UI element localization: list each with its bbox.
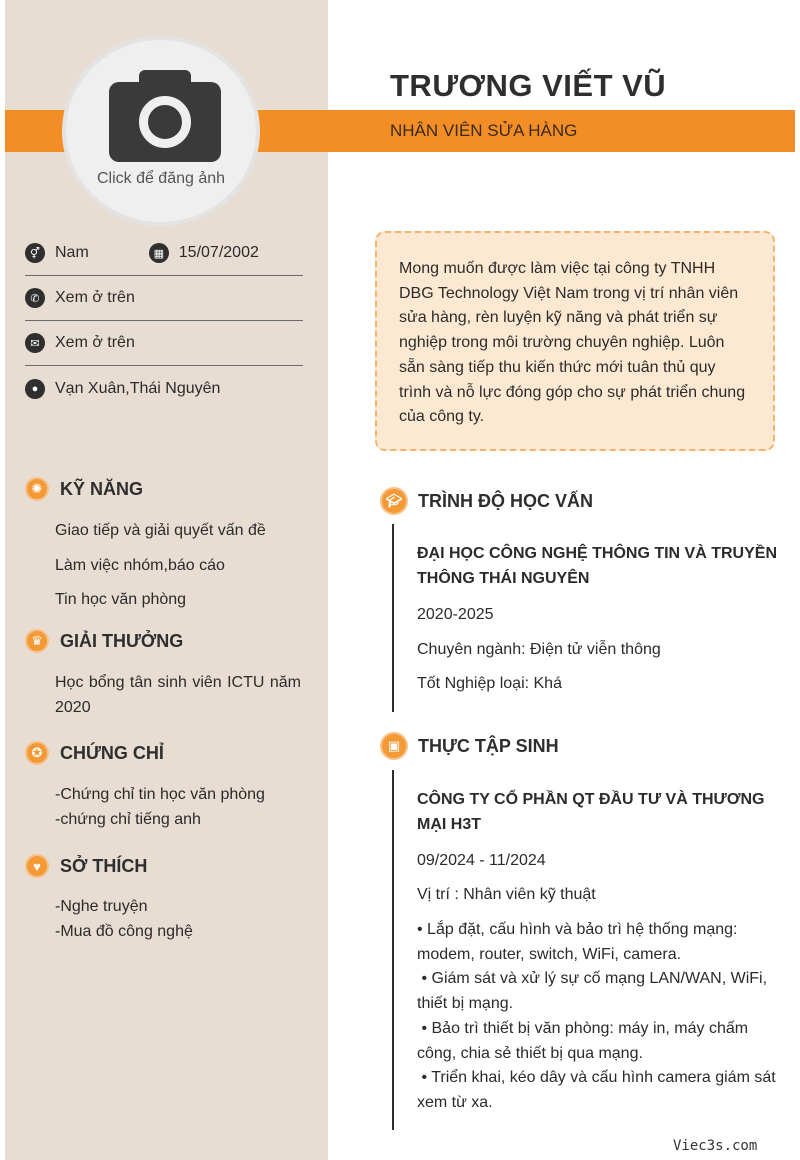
graduation-cap-icon: 🎓︎ — [380, 487, 408, 515]
job-title: NHÂN VIÊN SỬA HÀNG — [390, 121, 578, 140]
mail-icon: ✉ — [25, 333, 45, 353]
location-pin-icon: ● — [25, 379, 45, 399]
watermark: Viec3s.com — [673, 1138, 758, 1154]
address-value: Vạn Xuân,Thái Nguyên — [55, 379, 221, 397]
education-timeline — [392, 524, 394, 712]
gender-icon: ⚥ — [25, 243, 45, 263]
certificates-heading — [25, 741, 164, 765]
email-value: Xem ở trên — [55, 334, 135, 351]
skill-item: Tin học văn phòng — [55, 591, 187, 608]
awards-heading — [25, 629, 183, 653]
phone-icon: ✆ — [25, 288, 45, 308]
info-row-email — [25, 321, 303, 366]
internship-duty: • Triển khai, kéo dây và cấu hình camera giám sát xem từ xa. — [417, 1069, 781, 1111]
education-heading — [380, 487, 593, 515]
internship-title: THỰC TẬP SINH — [418, 735, 559, 756]
info-row-address — [25, 366, 303, 411]
avatar-upload[interactable] — [62, 36, 260, 226]
education-period: 2020-2025 — [417, 606, 494, 623]
hobbies-title: SỞ THÍCH — [60, 855, 148, 876]
info-row-gender-birthdate — [25, 231, 303, 276]
gender-value: Nam — [55, 244, 89, 261]
info-row-phone — [25, 276, 303, 321]
internship-duty: • Bảo trì thiết bị văn phòng: máy in, máy chấm công, chia sẻ thiết bị qua mạng. — [417, 1020, 753, 1062]
candidate-name: TRƯƠNG VIẾT VŨ — [390, 68, 667, 103]
company-name: CÔNG TY CỔ PHẦN QT ĐẦU TƯ VÀ THƯƠNG MẠI H3T — [417, 791, 765, 833]
internship-timeline — [392, 770, 394, 1130]
school-name: ĐẠI HỌC CÔNG NGHỆ THÔNG TIN VÀ TRUYỀN THÔNG THÁI NGUYÊN — [417, 545, 778, 587]
internship-period: 09/2024 - 11/2024 — [417, 852, 546, 869]
education-grade: Tốt Nghiệp loại: Khá — [417, 675, 562, 692]
heart-icon: ♥ — [25, 854, 49, 878]
internship-duty: • Lắp đặt, cấu hình và bảo trì hệ thống mạng: modem, router, switch, WiFi, camera. — [417, 921, 742, 963]
avatar-label: Click để đăng ảnh — [96, 170, 226, 187]
skill-item: Giao tiếp và giải quyết vấn đề — [55, 522, 266, 539]
skill-item: Làm việc nhóm,báo cáo — [55, 557, 225, 574]
internship-duty: • Giám sát và xử lý sự cố mạng LAN/WAN, WiFi, thiết bị mạng. — [417, 970, 772, 1012]
trophy-icon: ♛ — [25, 629, 49, 653]
awards-title: GIẢI THƯỞNG — [60, 630, 184, 651]
skills-title: KỸ NĂNG — [60, 478, 144, 499]
education-title: TRÌNH ĐỘ HỌC VẤN — [418, 490, 593, 511]
birthdate-value: 15/07/2002 — [178, 244, 259, 261]
phone-value: Xem ở trên — [55, 289, 135, 306]
hobbies-heading — [25, 854, 147, 878]
certificates-title: CHỨNG CHỈ — [60, 742, 164, 763]
career-objective: Mong muốn được làm việc tại công ty TNHH DBG Technology Việt Nam trong vị trí nhân viên sửa hàng, rèn luyện kỹ năng và phát triển sự nghiệp trong môi trường chuyên nghiệp. Luôn sẵn sàng tiếp thu kiến thức mới tuân thủ quy trình và nỗ lực đóng góp cho sự phát triển chung của công ty. — [375, 231, 775, 451]
education-major: Chuyên ngành: Điện tử viễn thông — [417, 641, 661, 658]
calendar-icon: ▦ — [149, 243, 169, 263]
internship-position: Vị trí : Nhân viên kỹ thuật — [417, 886, 596, 903]
camera-icon — [109, 82, 221, 162]
hobby-item: -Nghe truyện — [55, 898, 148, 915]
certificate-item: -chứng chỉ tiếng anh — [55, 811, 201, 828]
briefcase-icon: ▣ — [380, 732, 408, 760]
certificate-item: -Chứng chỉ tin học văn phòng — [55, 786, 265, 803]
internship-heading — [380, 732, 559, 760]
sun-badge-icon: ✺ — [25, 477, 49, 501]
medal-icon: ✪ — [25, 741, 49, 765]
skills-heading — [25, 477, 143, 501]
hobby-item: -Mua đồ công nghệ — [55, 923, 193, 940]
award-text: Học bổng tân sinh viên ICTU năm 2020 — [55, 674, 301, 716]
